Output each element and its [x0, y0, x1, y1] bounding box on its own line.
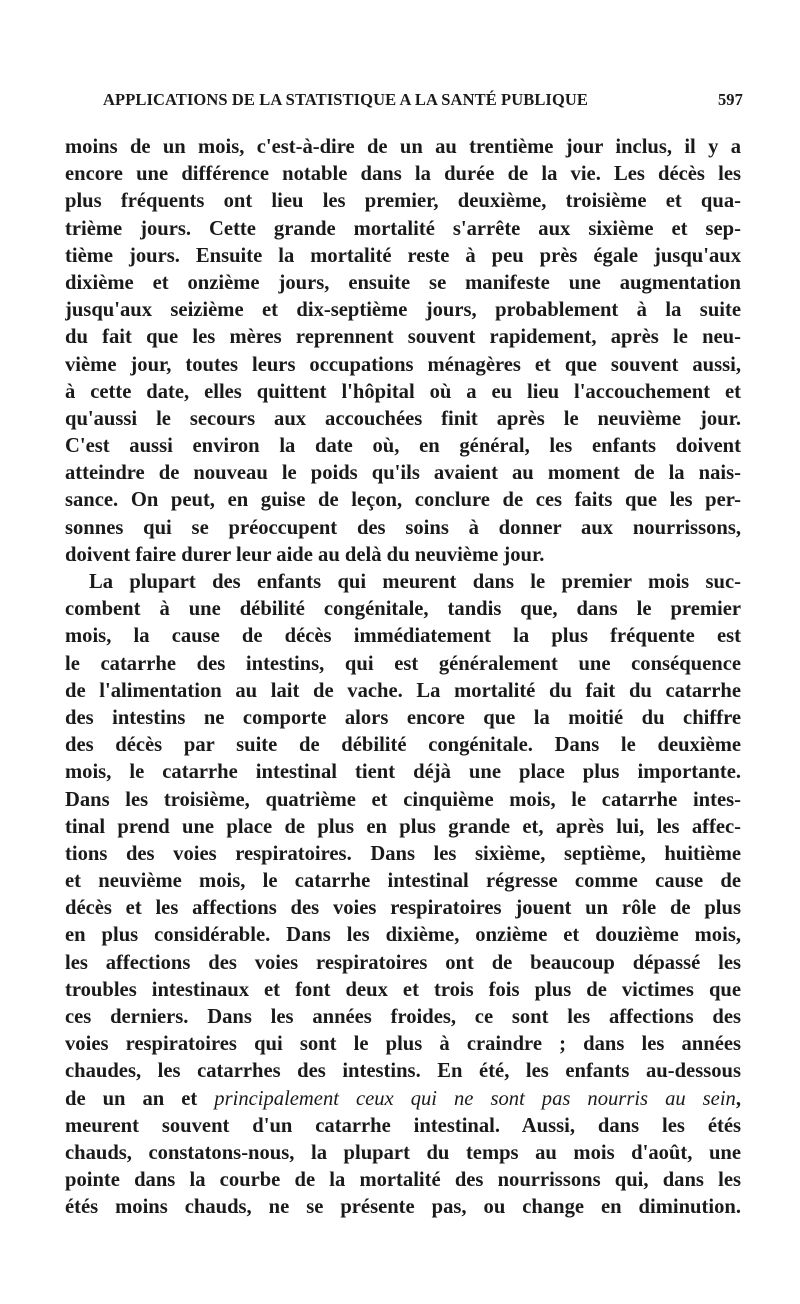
- running-header: [103, 90, 743, 116]
- text-line: à cette date, elles quittent l'hôpital où a eu lieu l'accouchement et: [65, 380, 741, 403]
- text-line: chaudes, les catarrhes des intestins. En été, les enfants au-dessous: [65, 1060, 741, 1083]
- text-line: trième jours. Cette grande mortalité s'arrête aux sixième et sep-: [65, 217, 741, 240]
- page-number: 597: [717, 90, 743, 109]
- text-line: des décès par suite de débilité congénitale. Dans le deuxième: [65, 734, 741, 757]
- text-line: les affections des voies respiratoires ont de beaucoup dépassé les: [65, 951, 741, 974]
- text-line: mois, la cause de décès immédiatement la plus fréquente est: [65, 625, 741, 648]
- text-line-italic: [65, 1086, 741, 1113]
- text-line: moins de un mois, c'est-à-dire de un au trentième jour inclus, il y a: [65, 136, 741, 158]
- italic-phrase: principalement ceux qui ne sont pas nourris au sein: [214, 1087, 736, 1110]
- text-line: mois, le catarrhe intestinal tient déjà une place plus importante.: [65, 761, 741, 784]
- text-line: vième jour, toutes leurs occupations ménagères et que souvent aussi,: [65, 353, 741, 376]
- text-line: du fait que les mères reprennent souvent rapidement, après le neu-: [65, 326, 741, 349]
- text-line: encore une différence notable dans la durée de la vie. Les décès les: [65, 163, 741, 186]
- text-line: voies respiratoires qui sont le plus à craindre ; dans les années: [65, 1033, 741, 1056]
- text-line: jusqu'aux seizième et dix-septième jours, probablement à la suite: [65, 299, 741, 322]
- body-text: [65, 134, 741, 1222]
- text-line: de l'alimentation au lait de vache. La mortalité du fait du catarrhe: [65, 679, 741, 702]
- text-line: sonnes qui se préoccupent des soins à donner aux nourrissons,: [65, 516, 741, 539]
- text-line: meurent souvent d'un catarrhe intestinal. Aussi, dans les étés: [65, 1114, 741, 1137]
- text-line: tions des voies respiratoires. Dans les sixième, septième, huitième: [65, 842, 741, 865]
- text-line: Dans les troisième, quatrième et cinquième mois, le catarrhe intes-: [65, 788, 741, 811]
- text-line: tinal prend une place de plus en plus grande et, après lui, les affec-: [65, 815, 741, 838]
- text-line: décès et les affections des voies respiratoires jouent un rôle de plus: [65, 897, 741, 920]
- text-line: doivent faire durer leur aide au delà du neuvième jour.: [65, 543, 545, 566]
- text-line: sance. On peut, en guise de leçon, conclure de ces faits que les per-: [65, 489, 741, 512]
- text-line: plus fréquents ont lieu les premier, deuxième, troisième et qua-: [65, 190, 741, 213]
- text-fragment: de un an et: [65, 1087, 215, 1110]
- text-line: La plupart des enfants qui meurent dans le premier mois suc-: [89, 571, 741, 593]
- text-line: en plus considérable. Dans les dixième, onzième et douzième mois,: [65, 924, 741, 947]
- text-line: étés moins chauds, ne se présente pas, ou change en diminution.: [65, 1196, 741, 1219]
- text-line: atteindre de nouveau le poids qu'ils avaient au moment de la nais-: [65, 462, 741, 485]
- text-line: ces derniers. Dans les années froides, ce sont les affections des: [65, 1006, 741, 1028]
- text-line: et neuvième mois, le catarrhe intestinal régresse comme cause de: [65, 870, 741, 893]
- text-line: dixième et onzième jours, ensuite se manifeste une augmentation: [65, 271, 741, 294]
- chapter-title: APPLICATIONS DE LA STATISTIQUE A LA SANTÉ PUBLIQUE: [103, 90, 589, 109]
- text-line: tième jours. Ensuite la mortalité reste à peu près égale jusqu'aux: [65, 244, 741, 267]
- text-line: C'est aussi environ la date où, en général, les enfants doivent: [65, 435, 741, 458]
- text-line: qu'aussi le secours aux accouchées finit après le neuvième jour.: [65, 407, 741, 430]
- text-fragment: ,: [735, 1087, 741, 1110]
- text-line: chauds, constatons-nous, la plupart du temps au mois d'août, une: [65, 1141, 741, 1164]
- text-line: troubles intestinaux et font deux et trois fois plus de victimes que: [65, 978, 741, 1001]
- text-line: combent à une débilité congénitale, tandis que, dans le premier: [65, 598, 741, 621]
- text-line: pointe dans la courbe de la mortalité des nourrissons qui, dans les: [65, 1169, 741, 1192]
- text-line: des intestins ne comporte alors encore que la moitié du chiffre: [65, 706, 741, 729]
- text-line: le catarrhe des intestins, qui est généralement une conséquence: [65, 652, 741, 675]
